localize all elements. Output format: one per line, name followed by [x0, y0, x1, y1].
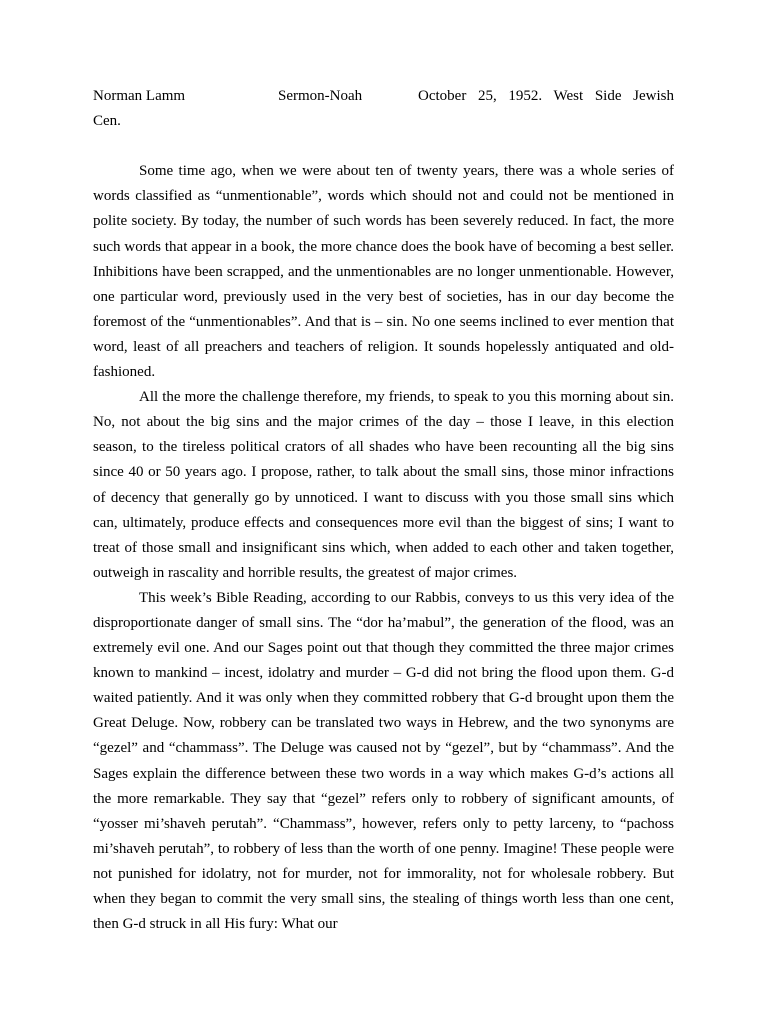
- author-name: Norman Lamm: [93, 88, 186, 104]
- dateline-continuation: Cen.: [93, 113, 121, 130]
- sermon-title: Sermon-Noah: [278, 88, 363, 104]
- document-header: [93, 84, 674, 134]
- blank-line: [93, 134, 674, 159]
- paragraph-3: This week’s Bible Reading, according to our Rabbis, conveys to us this very idea of the disproportionate danger of small sins. The “dor ha’mabul”, the generation of the flood, was an extremely evil one. And our Sages point out that though they committed the three major crimes known to mankind – incest, idolatry and murder – G-d did not bring the flood upon them. G-d waited patiently. And it was only when they committed robbery that G-d brought upon them the Great Deluge. Now, robbery can be translated two ways in Hebrew, and the two synonyms are “gezel” and “chammass”. The Deluge was caused not by “gezel”, but by “chammass”. And the Sages explain the difference between these two words in a way which makes G-d’s actions all the more remarkable. They say that “gezel” refers only to robbery of significant amounts, of “yosser mi’shaveh perutah”. “Chammass”, however, refers only to petty larceny, to “pachoss mi’shaveh perutah”, to robbery of less than the worth of one penny. Imagine! These people were not punished for idolatry, not for murder, not for immorality, not for wholesale robbery. But when they began to commit the very small sins, the stealing of things worth less than one cent, then G-d struck in all His fury: What our: [93, 589, 674, 933]
- dateline: October 25, 1952. West Side Jewish: [418, 88, 674, 104]
- document-page: [93, 84, 674, 937]
- paragraph-1: Some time ago, when we were about ten of twenty years, there was a whole series of words classified as “unmentionable”, words which should not and could not be mentioned in polite society. By today, the number of such words has been severely reduced. In fact, the more such words that appear in a book, the more chance does the book have of becoming a best seller. Inhibitions have been scrapped, and the unmentionables are no longer unmentionable. However, one particular word, previously used in the very best of societies, has in our day become the foremost of the “unmentionables”. And that is – sin. No one seems inclined to ever mention that word, least of all preachers and teachers of religion. It sounds hopelessly antiquated and old-fashioned.: [93, 163, 674, 381]
- paragraph-2: All the more the challenge therefore, my friends, to speak to you this morning about sin. No, not about the big sins and the major crimes of the day – those I leave, in this election season, to the tireless political crators of all shades who have been recounting all the big sins since 40 or 50 years ago. I propose, rather, to talk about the small sins, those minor infractions of decency that generally go by unnoticed. I want to discuss with you those small sins which can, ultimately, produce effects and consequences more evil than the biggest of sins; I want to treat of those small and insignificant sins which, when added to each other and taken together, outweigh in rascality and horrible results, the greatest of major crimes.: [93, 389, 674, 581]
